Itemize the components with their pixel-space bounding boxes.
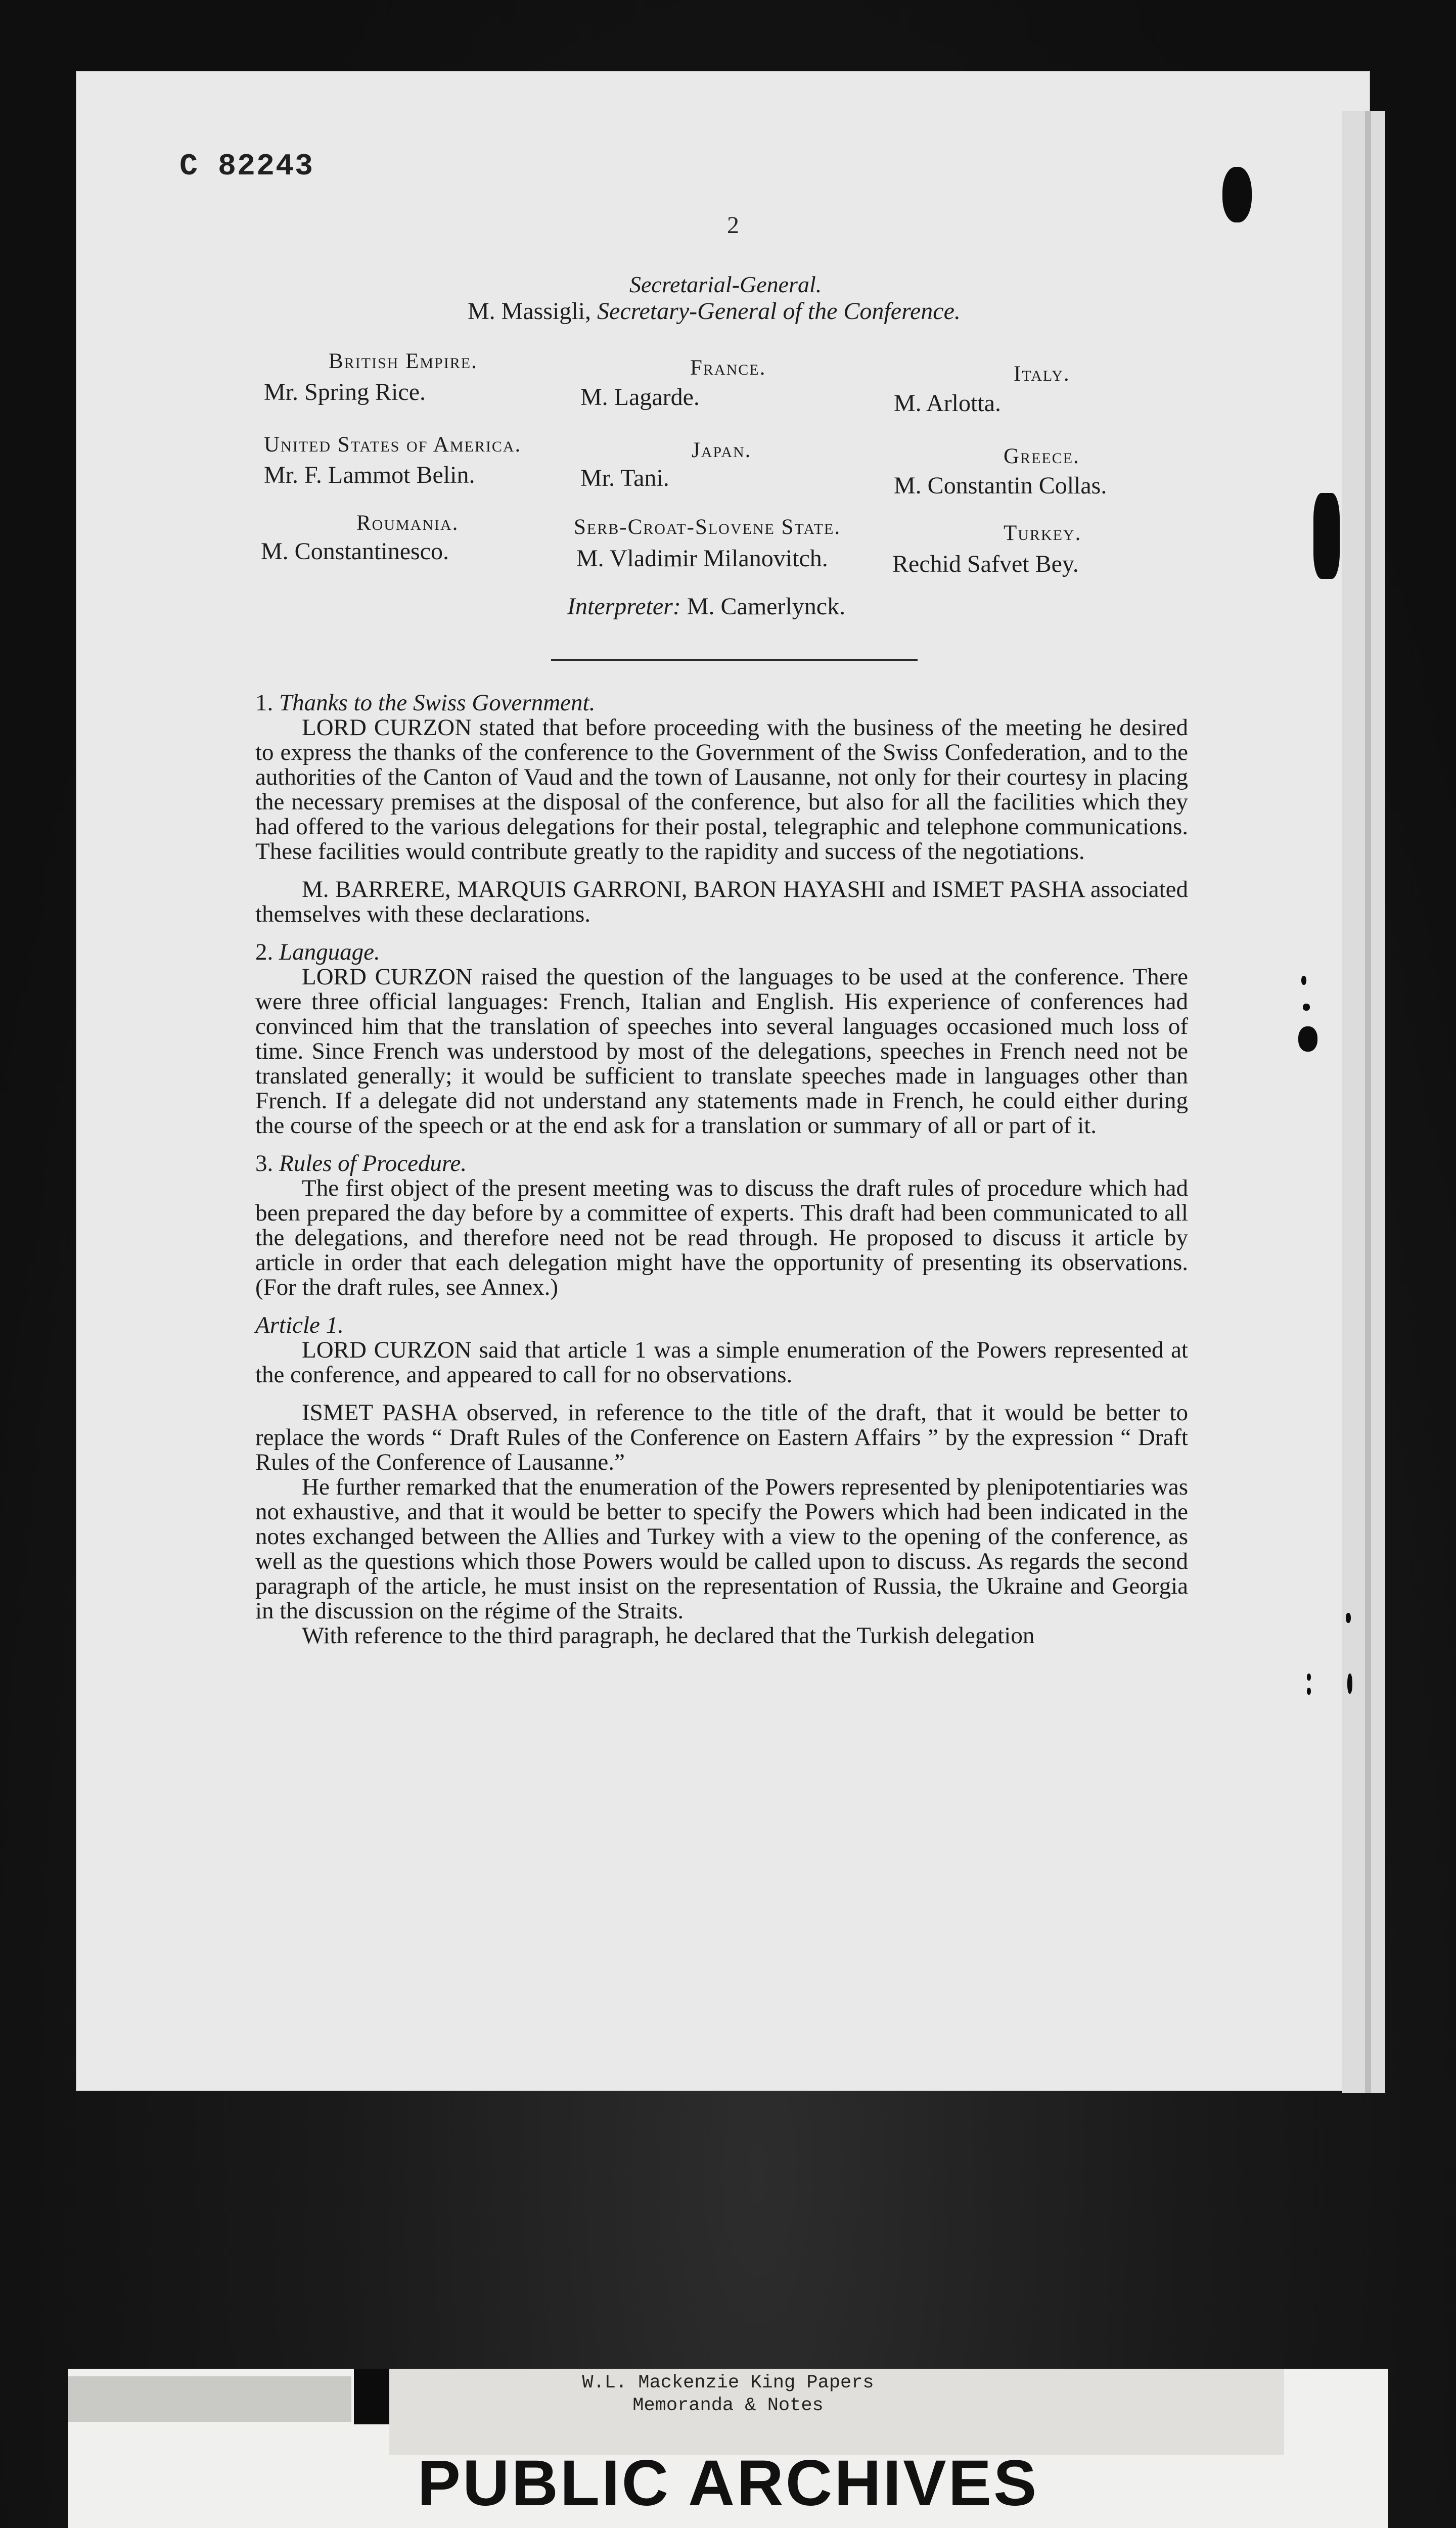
article-1-paragraph-2: ISMET PASHA observed, in reference to the title of the draft, that it would be better to replace the words “ Draft Rules of the Conference on Eastern Affairs ” by the expression “ Draft Rules of the Conference of Lausanne.” bbox=[255, 1400, 1188, 1475]
country-serb-croat-slovene: Serb-Croat-Slovene State. bbox=[574, 515, 841, 539]
secretary-general-name: M. Massigli, bbox=[468, 298, 592, 325]
delegate-roumania: M. Constantinesco. bbox=[261, 538, 449, 565]
secretariat-heading: Secretarial-General. bbox=[629, 272, 822, 297]
catalog-number: C 82243 bbox=[179, 150, 314, 184]
country-italy: Italy. bbox=[1014, 362, 1070, 386]
section-3-number: 3. bbox=[255, 1150, 274, 1177]
article-1-paragraph-1: LORD CURZON said that article 1 was a simple enumeration of the Powers represented at the conference, and appeared to call for no observations. bbox=[255, 1337, 1188, 1388]
section-2-heading bbox=[255, 940, 1188, 965]
page-right-strip bbox=[1342, 111, 1385, 2093]
section-1-paragraph-2: M. BARRERE, MARQUIS GARRONI, BARON HAYASHI and ISMET PASHA associated themselves with these declarations. bbox=[255, 876, 1188, 927]
section-1-heading bbox=[255, 691, 1188, 715]
ink-speck-6 bbox=[1307, 1688, 1311, 1695]
ink-speck-7 bbox=[1347, 1674, 1352, 1694]
delegate-british-empire: Mr. Spring Rice. bbox=[264, 379, 426, 405]
secretary-general-title: Secretary-General of the Conference. bbox=[597, 298, 961, 325]
country-france: France. bbox=[690, 356, 766, 380]
country-roumania: Roumania. bbox=[356, 511, 459, 535]
section-2-paragraph-1: LORD CURZON raised the question of the languages to be used at the conference. There were three official languages: French, Italian and English. His experience of conferences had convinced him that the translation of speeches into several languages occasioned much loss of time. Since French was understood by most of the delegations, speeches in French need not be translated generally; it would be sufficient to translate speeches made in languages other than French. If a delegate did not understand any statements made in French, he could either during the course of the speech or at the end ask for a translation or summary of all or part of it. bbox=[255, 964, 1188, 1139]
ink-speck-3 bbox=[1298, 1026, 1317, 1052]
archive-collection-line-1: W.L. Mackenzie King Papers bbox=[582, 2372, 874, 2394]
delegate-serb-croat-slovene: M. Vladimir Milanovitch. bbox=[576, 545, 828, 572]
article-1-paragraph-4: With reference to the third paragraph, he declared that the Turkish delegation bbox=[302, 1622, 1035, 1649]
delegate-turkey: Rechid Safvet Bey. bbox=[892, 551, 1079, 577]
country-british-empire: British Empire. bbox=[329, 349, 478, 373]
ink-speck-1 bbox=[1301, 976, 1306, 985]
country-usa: United States of America. bbox=[264, 433, 522, 457]
ink-blot-margin bbox=[1313, 493, 1340, 579]
delegate-japan: Mr. Tani. bbox=[580, 465, 669, 491]
ink-speck-2 bbox=[1303, 1004, 1310, 1011]
section-1-paragraph-1: LORD CURZON stated that before proceeding with the business of the meeting he desired to express the thanks of the conference to the Government of the Swiss Confederation, and to the authorities of the Canton of Vaud and the town of Lausanne, not only for their courtesy in placing the necessary premises at the disposal of the conference, but also for all the facilities which they had offered to the various delegations for their postal, telegraphic and telephone communications. These facilities would contribute greatly to the rapidity and success of the negotiations. bbox=[255, 714, 1188, 865]
ink-speck-4 bbox=[1346, 1613, 1351, 1623]
interpreter-line bbox=[567, 593, 845, 620]
delegate-greece: M. Constantin Collas. bbox=[894, 472, 1107, 499]
ink-blot-top bbox=[1222, 167, 1252, 222]
section-3-title: Rules of Procedure. bbox=[279, 1150, 467, 1177]
archive-collection-line-2: Memoranda & Notes bbox=[632, 2395, 824, 2416]
country-greece: Greece. bbox=[1004, 444, 1080, 468]
section-1-number: 1. bbox=[255, 690, 274, 716]
country-turkey: Turkey. bbox=[1004, 521, 1082, 545]
minutes-body bbox=[255, 691, 1188, 1648]
article-1-paragraph-3: He further remarked that the enumeration of the Powers represented by plenipotentiaries was not exhaustive, and that it would be better to specify the Powers which had been indicated in the notes exchanged between the Allies and Turkey with a view to the opening of the conference, as well as the questions which those Powers would be called upon to discuss. As regards the second paragraph of the article, he must insist on the representation of Russia, the Ukraine and Georgia in the discussion on the régime of the Straits. bbox=[255, 1474, 1188, 1624]
section-2-number: 2. bbox=[255, 939, 274, 965]
interpreter-name: M. Camerlynck. bbox=[687, 593, 846, 620]
delegate-usa: Mr. F. Lammot Belin. bbox=[264, 462, 475, 488]
ink-speck-5 bbox=[1307, 1674, 1311, 1681]
article-1-heading: Article 1. bbox=[255, 1312, 344, 1338]
secretariat-line bbox=[468, 297, 961, 325]
delegate-italy: M. Arlotta. bbox=[894, 390, 1001, 417]
interpreter-label: Interpreter: bbox=[567, 593, 681, 620]
country-japan: Japan. bbox=[692, 438, 752, 462]
section-3-heading bbox=[255, 1151, 1188, 1176]
section-divider bbox=[551, 659, 918, 661]
delegate-france: M. Lagarde. bbox=[580, 384, 700, 411]
section-3-paragraph-1: The first object of the present meeting was to discuss the draft rules of procedure which had been prepared the day before by a committee of experts. This draft had been communicated to all the delegations, and therefore need not be read through. He proposed to discuss it article by article in order that each delegation might have the opportunity of presenting its observations. (For the draft rules, see Annex.) bbox=[255, 1175, 1188, 1300]
section-2-title: Language. bbox=[279, 939, 380, 965]
archive-label-english: PUBLIC ARCHIVES bbox=[417, 2447, 1039, 2519]
page-number: 2 bbox=[727, 212, 739, 239]
section-1-title: Thanks to the Swiss Government. bbox=[279, 690, 596, 716]
page-edge bbox=[1365, 111, 1371, 2093]
